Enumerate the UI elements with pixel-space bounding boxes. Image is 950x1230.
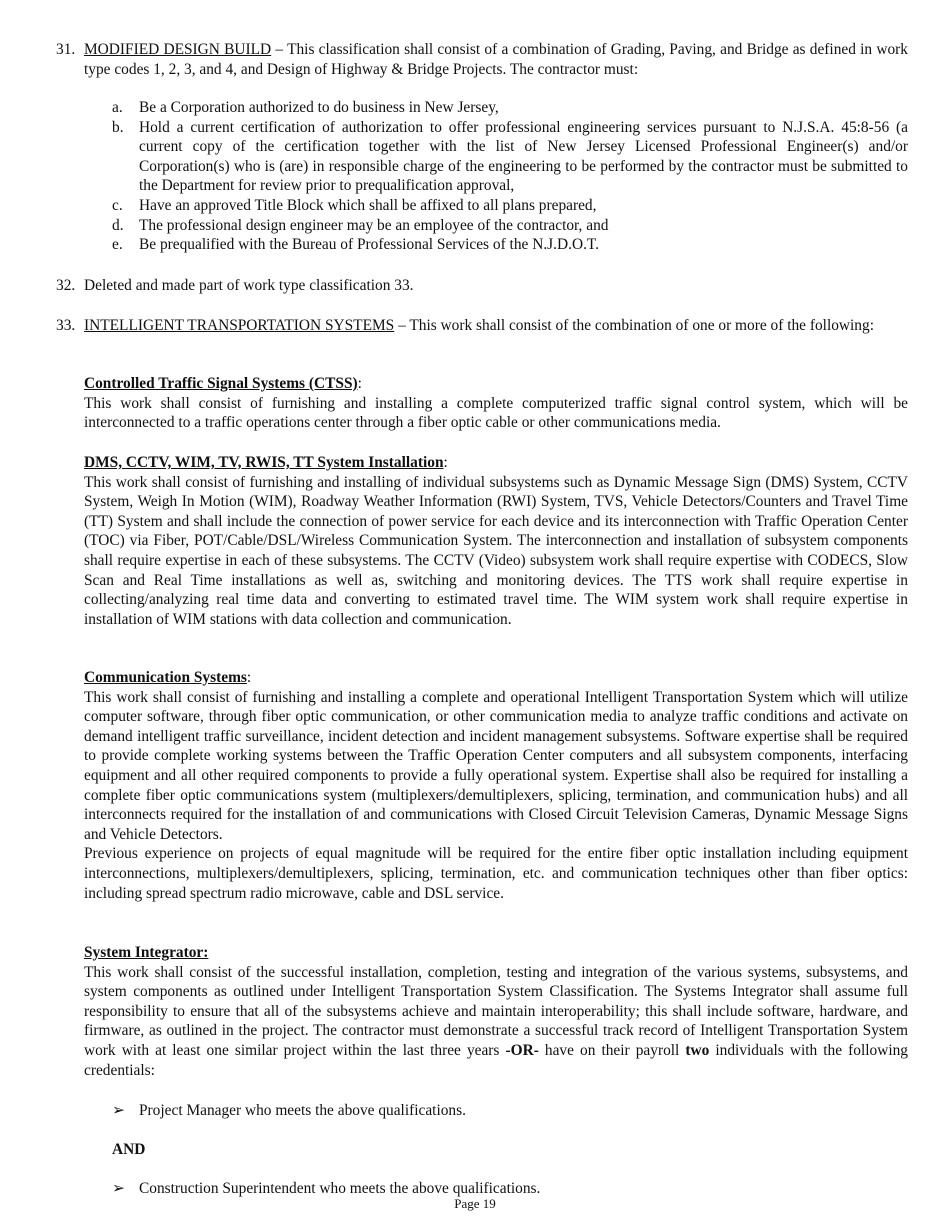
item-31-text	[84, 40, 908, 79]
list-item	[112, 118, 908, 196]
section-text: This work shall consist of furnishing and installing of individual subsystems such as Dynamic Message Sign (DMS) System, CCTV System, Weigh In Motion (WIM), Roadway Weather Information (RWI) System, TVS, Vehicle Detectors/Counters and Travel Time (TT) System and shall include the connection of power service for each device and its interconnection with Traffic Operation Center (TOC) via Fiber, POT/Cable/DSL/Wireless Communication System. The interconnection and installation of subsystem components shall require expertise in each of these subsystems. The CCTV (Video) subsystem work shall require expertise with CODECS, Slow Scan and Real Time installations as well as, switching and monitoring devices. The TTS work shall require expertise in collecting/analyzing real time data and converting to estimated travel time. The WIM system work shall require expertise in installation of WIM stations with data collection and communication.	[84, 473, 908, 628]
page-number: Page 19	[454, 1196, 496, 1211]
dms-section	[84, 453, 908, 629]
two-emphasis: two	[685, 1041, 710, 1059]
ctss-section	[84, 374, 908, 433]
heading-colon: :	[246, 669, 252, 686]
list-item	[112, 235, 908, 255]
arrow-bullet-icon: ➢	[112, 1102, 125, 1119]
list-letter: e.	[112, 236, 123, 254]
list-text: Be prequalified with the Bureau of Professional Services of the N.J.D.O.T.	[139, 236, 600, 254]
item-31	[56, 40, 908, 79]
list-text: Be a Corporation authorized to do business in New Jersey,	[139, 99, 499, 116]
requirements-list	[112, 98, 908, 255]
integrator-text: This work shall consist of the successful installation, completion, testing and integration of the various systems, subsystems, and system components as outlined under Intelligent Transportation System Classification. The Systems Integrator shall assume full responsibility to ensure that all of the subsystems achieve and maintain interoperability; this shall include software, hardware, and firmware, as outlined in the project. The contractor must demonstrate a successful track record of Intelligent Transportation System work with at least one similar project within the last three years	[84, 963, 908, 1059]
or-emphasis: -OR-	[505, 1041, 539, 1059]
integrator-text-b: have on their payroll	[538, 1041, 686, 1059]
list-text: The professional design engineer may be an employee of the contractor, and	[139, 216, 609, 234]
section-heading: Communication Systems	[84, 669, 247, 686]
item-33-text	[84, 316, 908, 336]
arrow-bullet-icon: ➢	[112, 1180, 125, 1197]
section-text: This work shall consist of furnishing and installing a complete computerized traffic signal control system, which will be interconnected to a traffic operations center through a fiber optic cable or other communications media.	[84, 394, 908, 432]
integrator-text-c: individuals with the following credentials:	[84, 1041, 908, 1079]
item-32	[56, 276, 908, 296]
section-text: This work shall consist of furnishing and installing a complete and operational Intelligent Transportation System which will utilize computer software, through fiber optic communication, or other communication media to analyze traffic conditions and activate on demand intelligent traffic surveillance, incident detection and incident management subsystems. Software expertise shall be required to provide complete working systems between the Traffic Operation Center computers and all subsystem components, interfacing equipment and all other required components to provide a fully operational system. Expertise shall also be required for installing a complete fiber optic communications system (multiplexers/demultiplexers, splicing, termination, and communication hubs) and all interconnects required for the installation of and communications with Closed Circuit Television Cameras, Dynamic Message Signs and Vehicle Detectors.	[84, 688, 908, 843]
section-text	[84, 963, 908, 1081]
item-number: 31.	[56, 41, 76, 58]
and-separator: AND	[112, 1141, 146, 1158]
list-letter: b.	[112, 118, 124, 136]
list-letter: c.	[112, 196, 123, 214]
list-letter: d.	[112, 216, 124, 234]
bullet-item	[112, 1101, 935, 1121]
item-number: 32.	[56, 277, 76, 294]
item-32-text: Deleted and made part of work type classification 33.	[84, 277, 414, 294]
item-description: – This classification shall consist of a combination of Grading, Paving, and Bridge as defined in work type codes 1, 2, 3, and 4, and Design of Highway & Bridge Projects. The contractor must:	[84, 41, 908, 78]
list-text: Hold a current certification of authorization to offer professional engineering services pursuant to N.J.S.A. 45:8-56 (a current copy of the certification together with the list of New Jersey Licensed Professional Engineer(s) and/or Corporation(s) who is (are) in responsible charge of the engineering to be performed by the contractor must be submitted to the Department for review prior to prequalification approval,	[139, 118, 908, 195]
item-description: – This work shall consist of the combination of one or more of the following:	[394, 317, 874, 334]
list-item	[112, 98, 908, 118]
item-title: INTELLIGENT TRANSPORTATION SYSTEMS	[84, 317, 395, 334]
section-heading: Controlled Traffic Signal Systems (CTSS)	[84, 375, 358, 392]
list-text: Have an approved Title Block which shall be affixed to all plans prepared,	[139, 196, 597, 214]
item-33	[56, 316, 908, 336]
list-item	[112, 196, 908, 216]
item-title: MODIFIED DESIGN BUILD	[84, 41, 272, 58]
item-number: 33.	[56, 317, 76, 334]
integrator-section	[84, 943, 908, 1080]
list-letter: a.	[112, 99, 123, 116]
section-heading: DMS, CCTV, WIM, TV, RWIS, TT System Installation	[84, 454, 444, 471]
bullet-text: Construction Superintendent who meets the above qualifications.	[139, 1180, 541, 1197]
heading-colon: :	[357, 375, 362, 392]
section-text-2: Previous experience on projects of equal magnitude will be required for the entire fiber optic installation including equipment interconnections, multiplexers/demultiplexers, splicing, termination, etc. and communication techniques other than fiber optics: including spread spectrum radio microwave, cable and DSL service.	[84, 845, 908, 902]
heading-colon: :	[443, 454, 448, 471]
communication-section	[84, 668, 908, 903]
bullet-text: Project Manager who meets the above qualifications.	[139, 1102, 466, 1119]
section-heading: System Integrator:	[84, 944, 209, 961]
list-item	[112, 216, 908, 236]
